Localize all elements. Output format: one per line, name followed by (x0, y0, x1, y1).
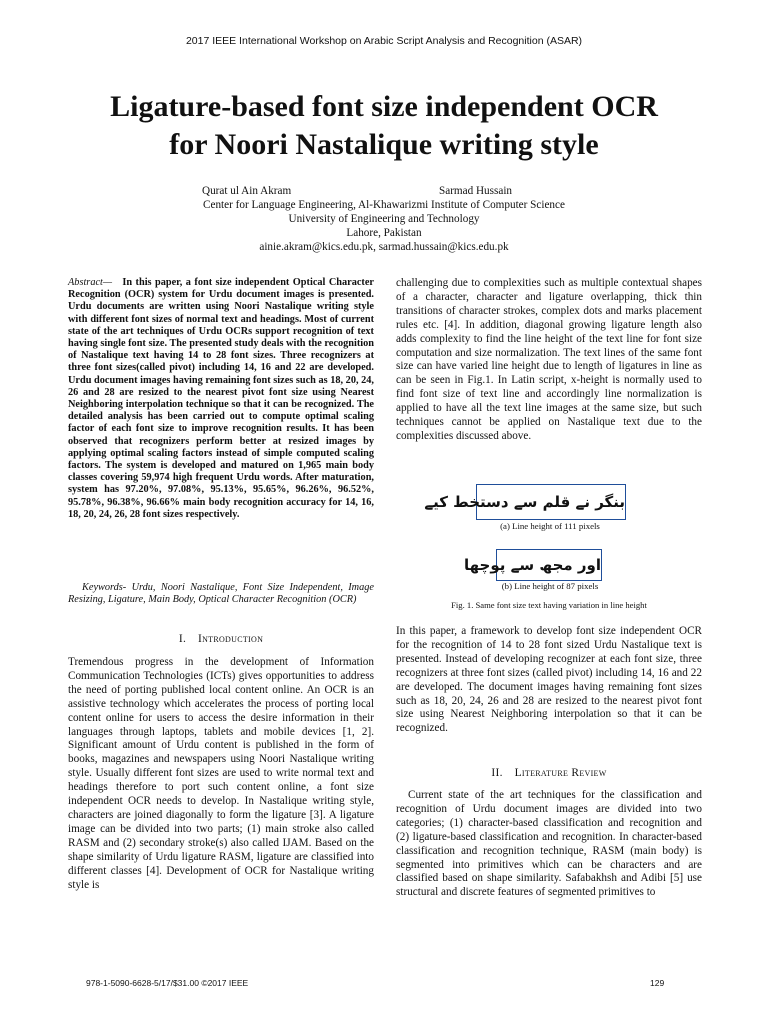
urdu-sample-b: اور مجھ سے پوچھا (464, 556, 601, 574)
section-heading-literature-review: II. Literature Review (491, 767, 607, 779)
figure-1b-caption: (b) Line height of 87 pixels (501, 581, 599, 591)
figure-1a-urdu-image (424, 484, 626, 520)
author-emails: ainie.akram@kics.edu.pk, sarmad.hussain@kics.edu.pk (259, 241, 509, 253)
literature-review-text (396, 789, 702, 900)
introduction-text (68, 656, 374, 892)
author-names (100, 184, 668, 198)
affiliation-line-2: University of Engineering and Technology (288, 213, 480, 225)
abstract-text: In this paper, a font size independent Optical Character Recognition (OCR) system for Urdu document images is presented. Urdu documents are written using Noori Nastalique writing style with different font sizes of normal text and headings. Most of current state of the art techniques of Urdu OCRs support recognition of text having single font size. The presented study deals with the recognition of Nastalique text having 14 to 28 font sizes. Three recognizers at three font sizes(called pivot) including 14, 16 and 22 are developed. Urdu document images having remaining font sizes such as 18, 20, 24, 26 and 28 are resized to the nearest pivot font size using Nearest Neighboring interpolation technique so that it can be recognized. The detailed analysis has been carried out to compute optimal scaling factor of each font size to improve recognition results. It has been observed that recognizers perform better at resized images by applying optimal scaling factors instead of simple computed scaling factors. The system is developed and matured on 1,965 main body classes covering 59,974 high frequent Urdu words. After maturation, system has 97.20%, 97.08%, 95.13%, 95.65%, 96.26%, 96.52%, 95.78%, 96.38%, 96.66% main body recognition accuracy for 14, 16, 18, 20, 24, 26, 28 font sizes respectively. (68, 277, 374, 520)
author-name-2: Sarmad Hussain (439, 185, 513, 197)
author-name-1: Qurat ul Ain Akram (202, 185, 292, 197)
right-column-paragraph-2 (396, 625, 702, 736)
affiliation-line-3: Lahore, Pakistan (346, 227, 422, 239)
abstract (68, 277, 374, 521)
footer-isbn: 978-1-5090-6628-5/17/$31.00 ©2017 IEEE (86, 978, 249, 988)
figure-1-caption: Fig. 1. Same font size text having variation in line height (451, 600, 647, 610)
paper-title (60, 88, 708, 164)
conference-header: 2017 IEEE International Workshop on Arabic Script Analysis and Recognition (ASAR) (185, 35, 583, 47)
right-column-paragraph-1 (396, 277, 702, 444)
author-block (100, 184, 668, 254)
page-number: 129 (650, 978, 665, 988)
figure-1b-urdu-image (464, 549, 602, 581)
figure-1a-caption: (a) Line height of 111 pixels (500, 521, 600, 531)
affiliation-line-1: Center for Language Engineering, Al-Khawarizmi Institute of Computer Science (203, 199, 565, 211)
title-line-2: for Noori Nastalique writing style (169, 128, 599, 161)
title-line-1: Ligature-based font size independent OCR (110, 90, 658, 123)
challenges-paragraph: challenging due to complexities such as multiple contextual shapes of a character, character and ligature overlapping, thick thin transitions of character strokes, complex dots and marks placement rules etc. [4]. In addition, diagonal growing ligature length also adds complexity to find the line height of the text line for font size computation and size normalization. The text lines of the same font size can have varied line height due to length of ligatures in line as can be seen in Fig.1. In Latin script, x-height is normally used to find font size of text line and accordingly line normalization is applied to have all the text line images at the same size, but such techniques cannot be applied on Nastalique text due to the complexities discussed above. (396, 277, 702, 442)
introduction-paragraph: Tremendous progress in the development of Information Communication Technologies (ICTs) gives opportunities to address the need of porting published local content online. An OCR is an assistive technology which accelerates the process of porting local content online for users to access the desire information in their languages through laptops, tablets and mobile devices [1, 2]. Significant amount of Urdu content is published in the form of books, magazines and newspapers using Noori Nastalique writing style. Usually different font sizes are used to write normal text and headings therefore to port such content online, a font size independent OCR needs to develop. In Nastalique writing style, characters are joined diagonally to form the ligature [3]. A ligature image can be divided into two parts; (1) main stroke also called RASM and (2) secondary stroke(s) also called IJAM. Based on the shape similarity of Urdu ligature RASM, ligature are classified into different classes [4]. Development of OCR for Nastalique writing style is (68, 656, 374, 891)
section-heading-introduction: I. Introduction (178, 633, 264, 645)
keywords: Keywords- Urdu, Noori Nastalique, Font Size Independent, Image Resizing, Ligature, Main Body, Optical Character Recognition (OCR) (68, 582, 374, 606)
framework-paragraph: In this paper, a framework to develop font size independent OCR for the recognition of 14 to 28 font sized Urdu Nastalique text is presented. Instead of developing recognizer at each font size, three recognizers at three font sizes (called pivot) including 14, 16 and 22 are developed. The document images having remaining font sizes such as 18, 20, 24, 26 and 28 are resized to the nearest pivot font size using Nearest Neighboring interpolation so that it can be recognized. (396, 625, 702, 735)
literature-review-paragraph: Current state of the art techniques for the classification and recognition of Urdu document images are divided into two categories; (1) character-based classification and recognition and (2) ligature-based classification and recognition. In character-based classification and recognition technique, RASM (main body) is segmented into primitives which can be characters and are classified based on shape similarity. Safabakhsh and Adibi [5] use structural and discrete features of segmented primitives to (396, 789, 702, 899)
abstract-label: Abstract— (68, 277, 113, 288)
urdu-sample-a: بنگر نے قلم سے دستخط کیے (424, 493, 625, 511)
